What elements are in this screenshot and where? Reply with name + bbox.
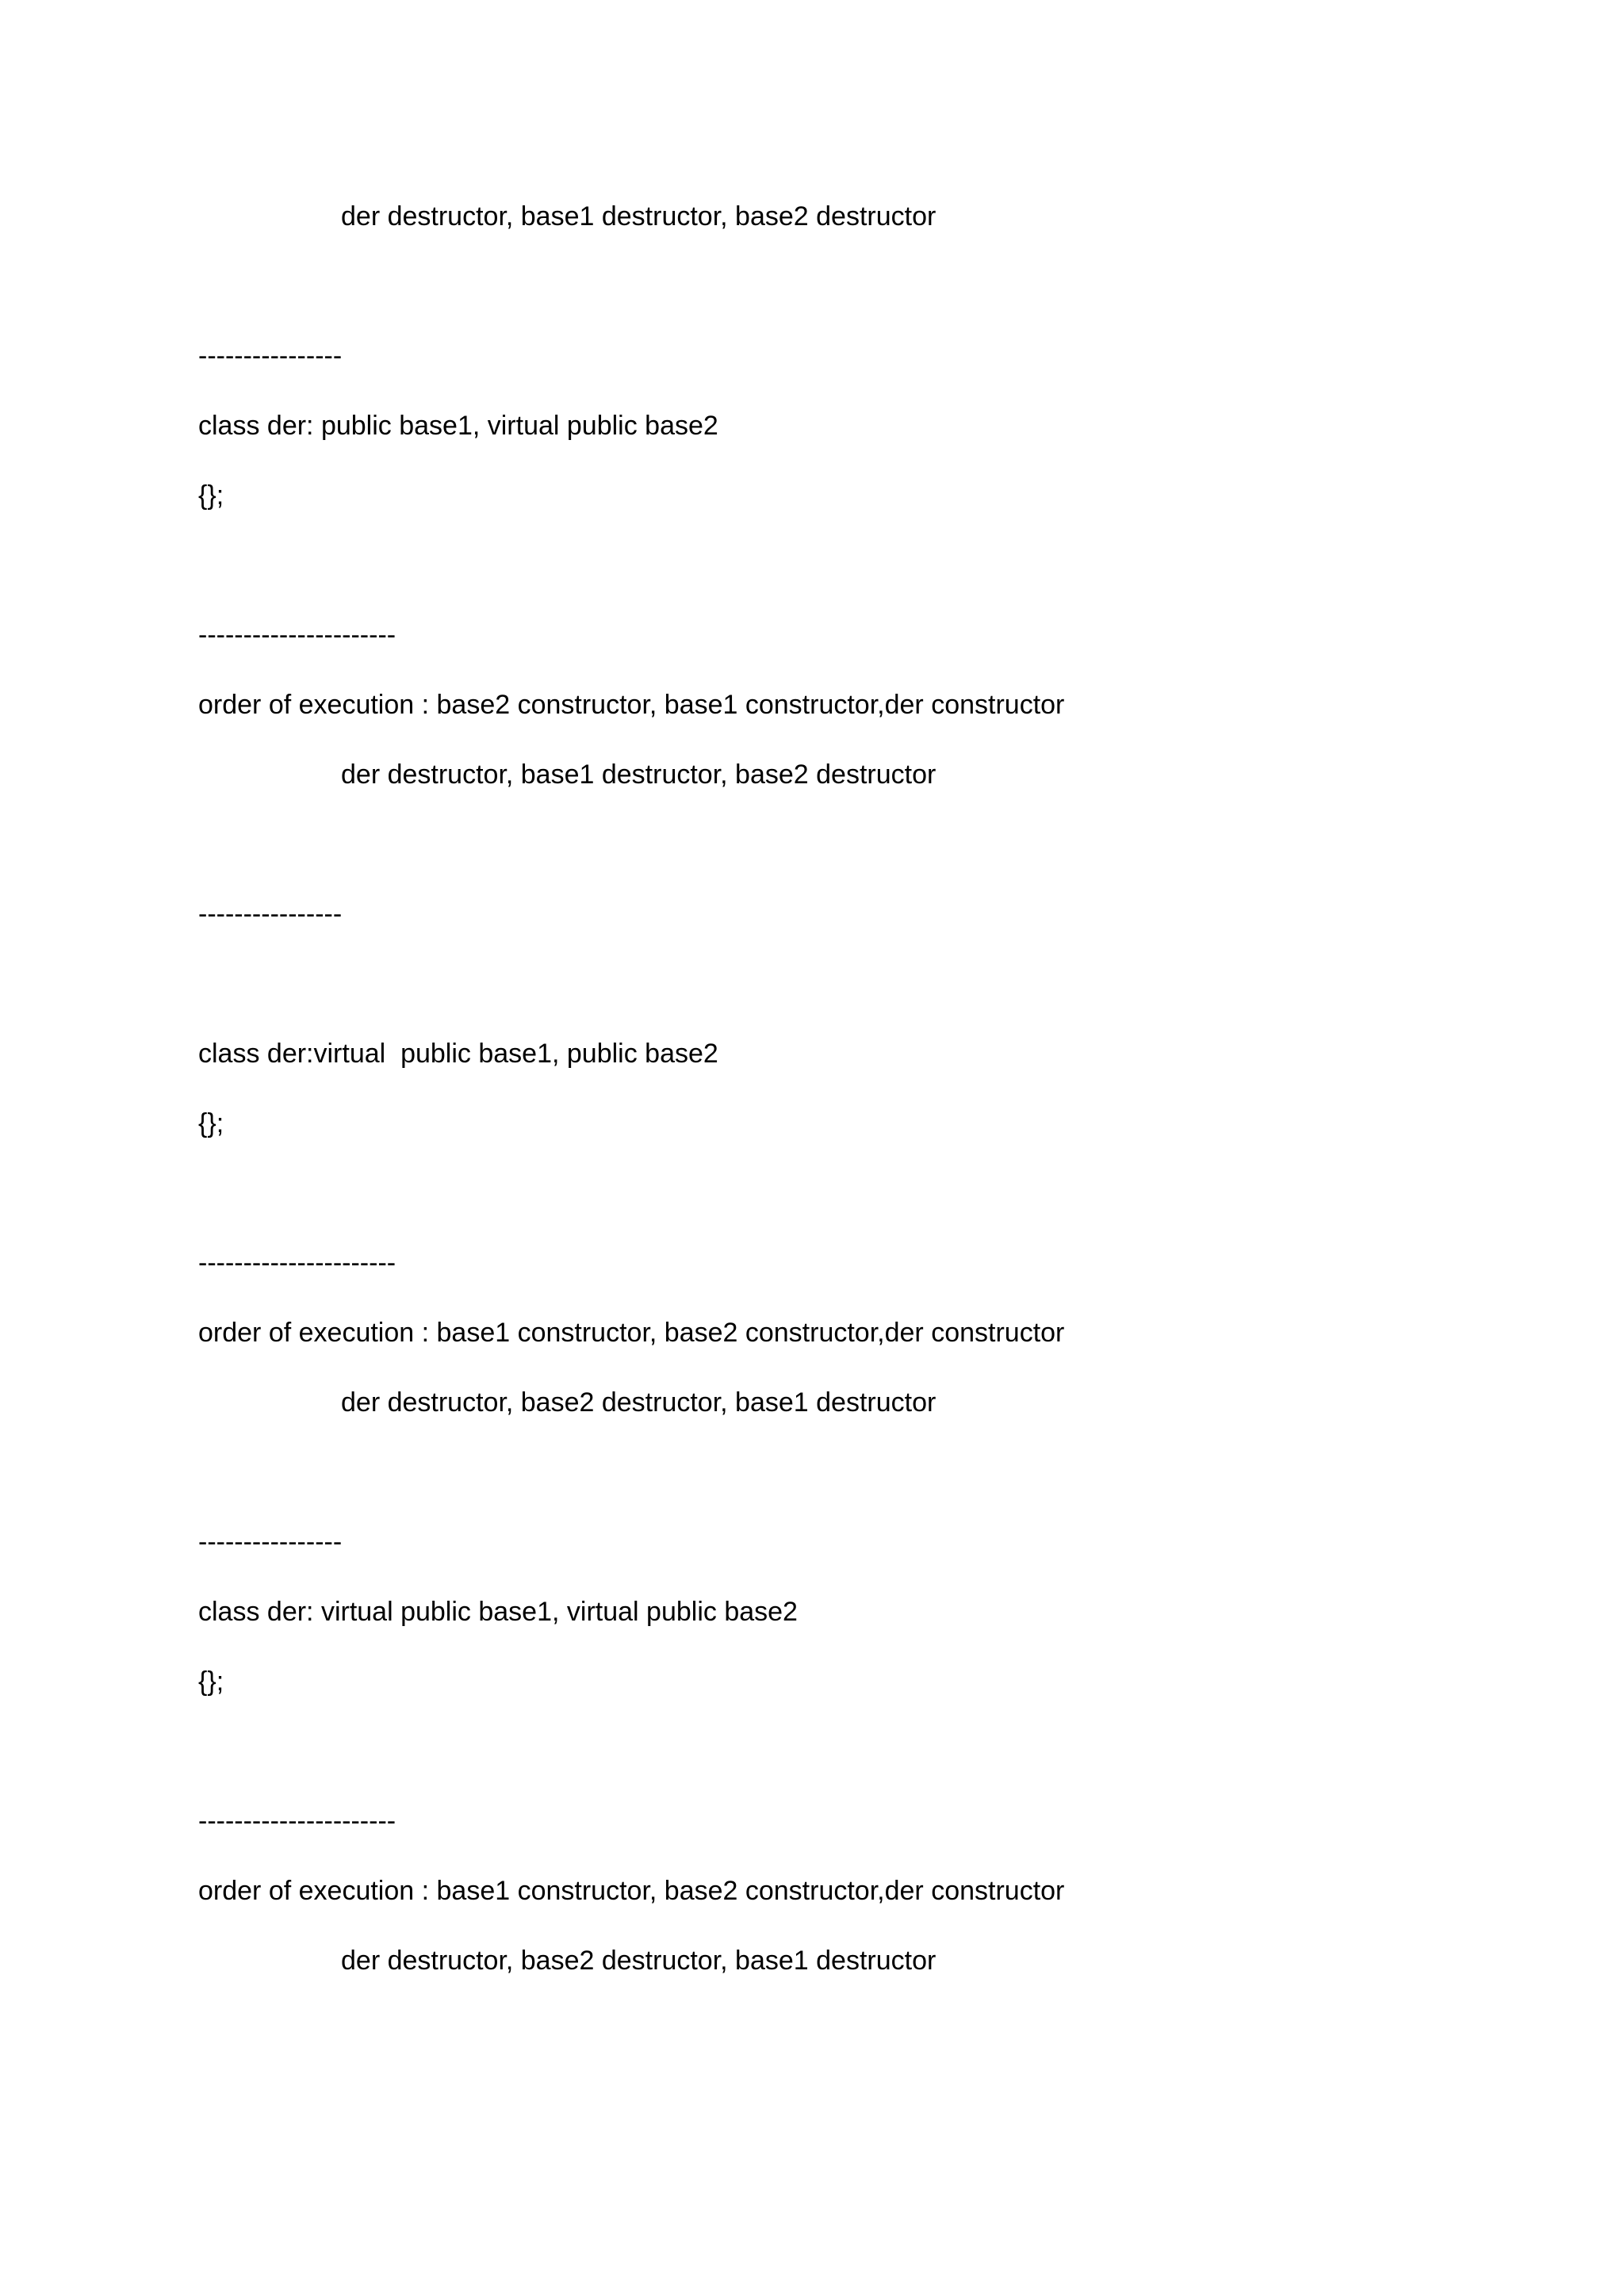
- execution-order-line: order of execution : base1 constructor, base2 constructor,der constructor: [198, 1876, 1065, 1906]
- separator-short: ----------------: [198, 341, 343, 371]
- class-body: {};: [198, 1667, 224, 1697]
- class-declaration: class der: public base1, virtual public base2: [198, 411, 718, 441]
- destructor-order-line: der destructor, base2 destructor, base1 destructor: [341, 1946, 936, 1976]
- separator-short: ----------------: [198, 1527, 343, 1557]
- separator-long: ----------------------: [198, 1806, 396, 1836]
- separator-long: ----------------------: [198, 1248, 396, 1278]
- destructor-order-line: der destructor, base1 destructor, base2 destructor: [341, 760, 936, 790]
- class-declaration: class der:virtual public base1, public base2: [198, 1039, 718, 1069]
- execution-order-line: order of execution : base1 constructor, base2 constructor,der constructor: [198, 1318, 1065, 1348]
- separator-short: ----------------: [198, 899, 343, 929]
- class-body: {};: [198, 480, 224, 511]
- separator-long: ----------------------: [198, 620, 396, 650]
- class-body: {};: [198, 1108, 224, 1138]
- execution-order-line: order of execution : base2 constructor, base1 constructor,der constructor: [198, 690, 1065, 720]
- destructor-order-line: der destructor, base1 destructor, base2 destructor: [341, 201, 936, 232]
- destructor-order-line: der destructor, base2 destructor, base1 destructor: [341, 1387, 936, 1418]
- class-declaration: class der: virtual public base1, virtual public base2: [198, 1597, 798, 1627]
